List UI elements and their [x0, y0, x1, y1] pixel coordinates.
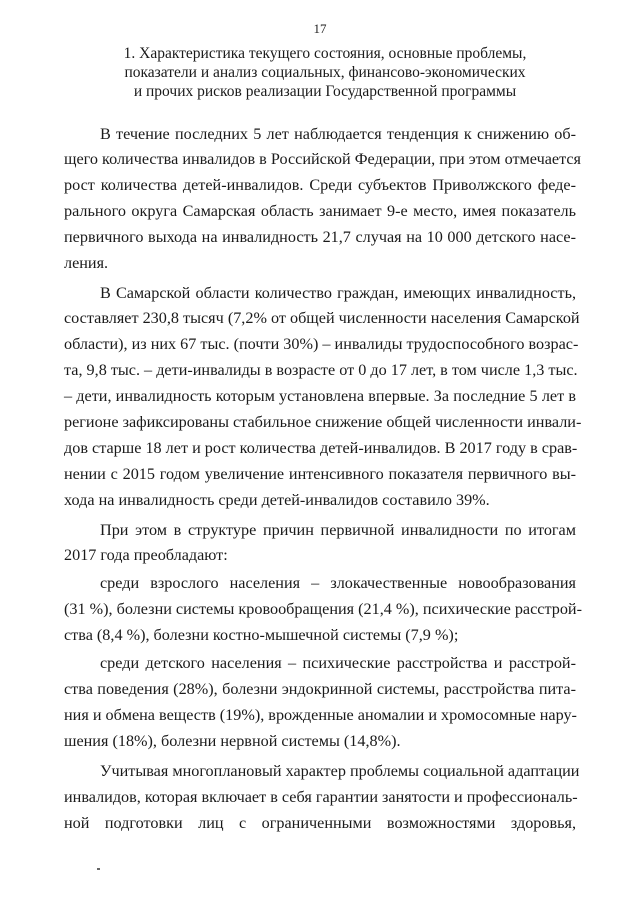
text-line: первичного выхода на инвалидность 21,7 случая на 10 000 детского насе-: [64, 228, 576, 246]
text-line: нении с 2015 годом увеличение интенсивного показателя первичного вы-: [64, 465, 576, 483]
section-heading: [60, 44, 590, 101]
page-number: 17: [313, 21, 327, 36]
text-line: При этом в структуре причин первичной инвалидности по итогам: [100, 521, 576, 539]
text-line: хода на инвалидность среди детей-инвалидов составило 39%.: [64, 491, 490, 509]
heading-line: 1. Характеристика текущего состояния, основные проблемы,: [123, 45, 527, 62]
text-line: ства поведения (28%), болезни эндокринной системы, расстройства пита-: [64, 680, 576, 698]
text-line: В Самарской области количество граждан, имеющих инвалидность,: [100, 284, 576, 302]
heading-line: показатели и анализ социальных, финансово-экономических: [124, 64, 526, 81]
scan-mark: [97, 868, 100, 870]
text-line: шения (18%), болезни нервной системы (14,8%).: [64, 732, 401, 750]
text-line: составляет 230,8 тысяч (7,2% от общей численности населения Самарской: [64, 309, 580, 327]
text-line: ства (8,4 %), болезни костно-мышечной системы (7,9 %);: [64, 626, 459, 644]
text-line: В течение последних 5 лет наблюдается тенденция к снижению об-: [100, 125, 576, 143]
text-line: ления.: [64, 254, 109, 272]
text-line: ной подготовки лиц с ограниченными возможностями здоровья,: [64, 814, 576, 832]
text-line: ния и обмена веществ (19%), врожденные аномалии и хромосомные нару-: [64, 706, 577, 724]
text-line: щего количества инвалидов в Российской Федерации, при этом отмечается: [64, 150, 581, 168]
text-line: среди детского населения – психические расстройства и расстрой-: [100, 654, 576, 672]
text-line: дов старше 18 лет и рост количества детей-инвалидов. В 2017 году в срав-: [64, 439, 578, 457]
text-line: рост количества детей-инвалидов. Среди субъектов Приволжского феде-: [64, 176, 576, 194]
text-line: 2017 года преобладают:: [64, 546, 228, 564]
text-line: рального округа Самарская область занимает 9-е место, имея показатель: [64, 202, 576, 220]
text-line: Учитывая многоплановый характер проблемы социальной адаптации: [100, 762, 580, 780]
text-line: регионе зафиксированы стабильное снижение общей численности инвали-: [64, 413, 582, 431]
text-line: среди взрослого населения – злокачественные новообразования: [100, 574, 576, 592]
text-line: – дети, инвалидность которым установлена впервые. За последние 5 лет в: [64, 387, 576, 405]
heading-line: и прочих рисков реализации Государственной программы: [133, 83, 517, 100]
text-line: инвалидов, которая включает в себя гарантии занятости и профессиональ-: [64, 788, 578, 806]
text-line: области), из них 67 тыс. (почти 30%) – инвалиды трудоспособного возрас-: [64, 335, 579, 353]
text-line: та, 9,8 тыс. – дети-инвалиды в возрасте от 0 до 17 лет, в том числе 1,3 тыс.: [64, 361, 578, 379]
text-line: (31 %), болезни системы кровообращения (21,4 %), психические расстрой-: [64, 600, 582, 618]
